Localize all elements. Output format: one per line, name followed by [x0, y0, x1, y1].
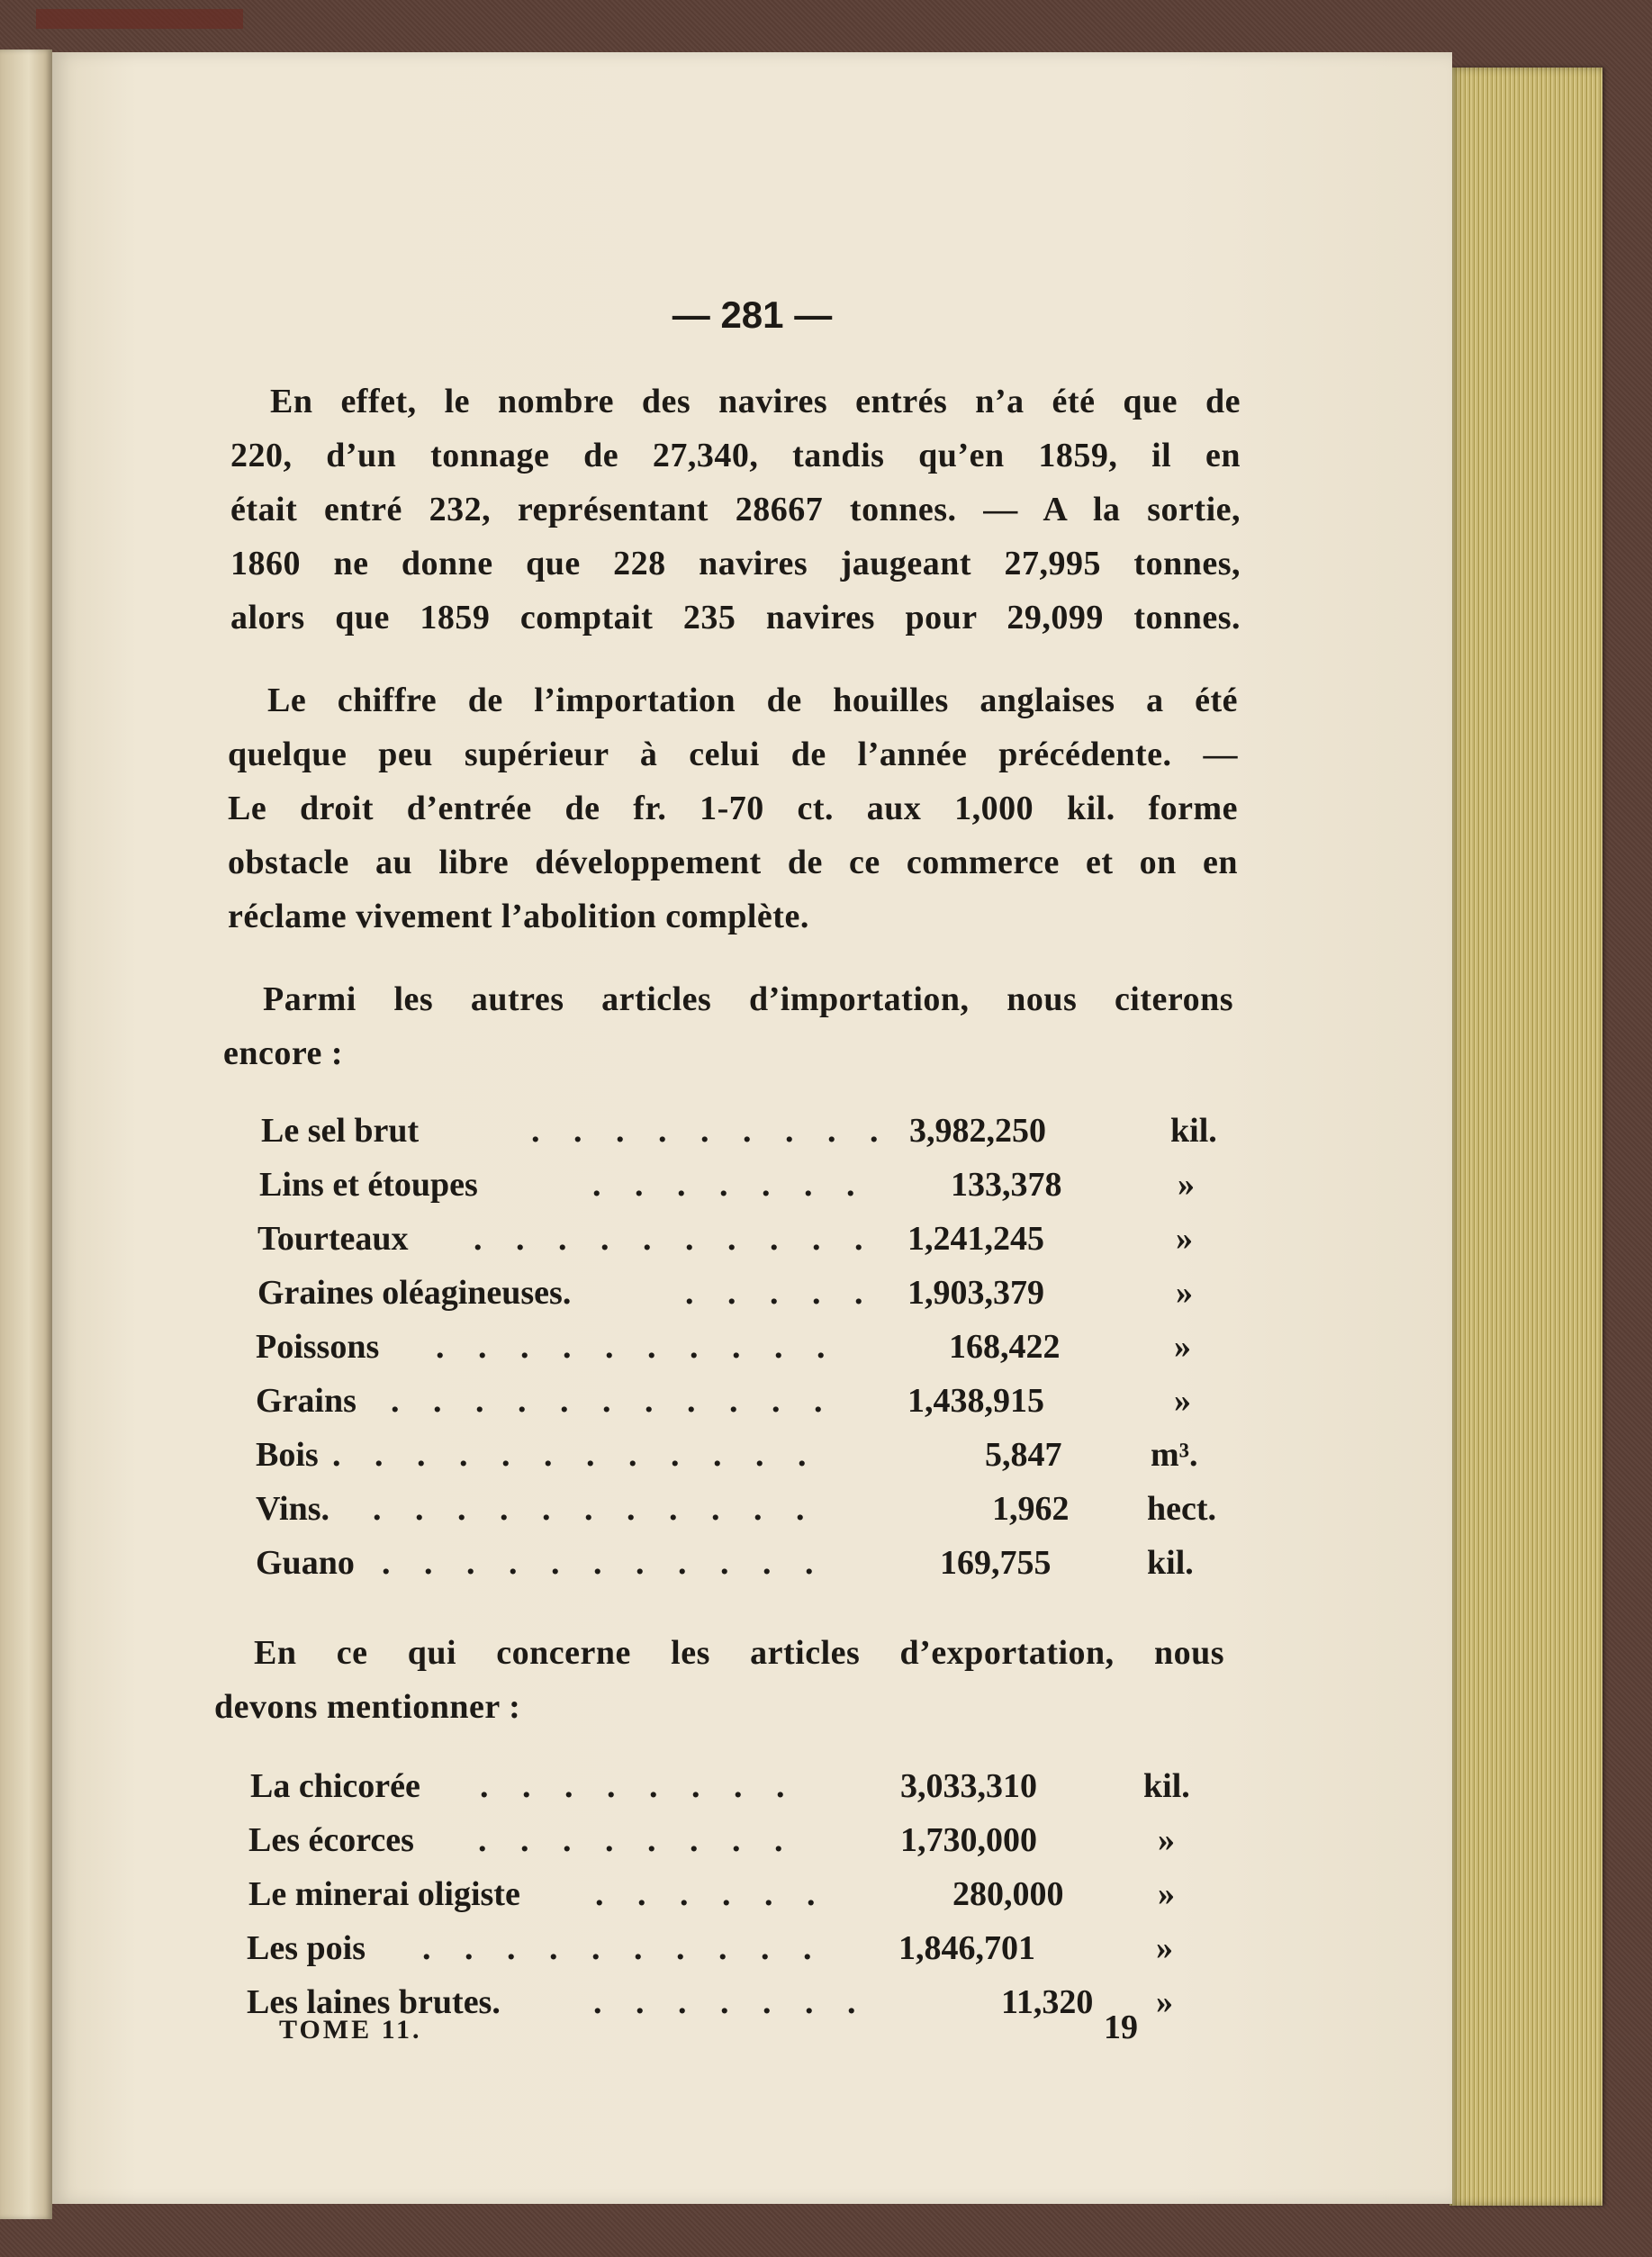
leader-dots: . . . . . . . . . . . . [332, 1436, 819, 1474]
leader-dots: . . . . . . . . [480, 1767, 798, 1805]
item-label: Le minerai oligiste [248, 1875, 520, 1913]
item-label: Le sel brut [261, 1112, 420, 1150]
item-quantity: 3,982,250 [909, 1112, 1046, 1150]
text-line: obstacle au libre développement de ce commerce et on en [228, 844, 1238, 881]
text-line: Le droit d’entrée de fr. 1-70 ct. aux 1,000 kil. forme [228, 790, 1238, 827]
leader-dots: . . . . . . . . . . [422, 1929, 825, 1967]
text-line: Le chiffre de l’importation de houilles anglaises a été [267, 682, 1238, 719]
paragraph-importation-intro [223, 972, 1233, 1080]
leader-dots: . . . . . . [595, 1875, 828, 1913]
item-quantity: 5,847 [985, 1436, 1062, 1474]
footer-signature-mark: 19 [1104, 2009, 1138, 2046]
item-label: Grains [256, 1382, 357, 1420]
text-line: réclame vivement l’abolition complète. [228, 898, 809, 935]
text-line: quelque peu supérieur à celui de l’année précédente. — [228, 736, 1238, 773]
item-quantity: 1,438,915 [907, 1382, 1044, 1420]
text-line: 220, d’un tonnage de 27,340, tandis qu’en 1859, il en [230, 437, 1241, 474]
item-unit: » [1174, 1328, 1191, 1366]
item-quantity: 11,320 [1001, 1983, 1094, 2021]
text-line: alors que 1859 comptait 235 navires pour 29,099 tonnes. [230, 599, 1241, 636]
item-unit: kil. [1147, 1544, 1194, 1582]
item-quantity: 1,241,245 [907, 1220, 1044, 1258]
item-quantity: 133,378 [951, 1166, 1062, 1204]
item-quantity: 1,730,000 [900, 1821, 1037, 1859]
paragraph-exportation-intro [214, 1626, 1224, 1734]
item-unit: kil. [1170, 1112, 1217, 1150]
item-label: Bois [256, 1436, 319, 1474]
item-label: Guano [256, 1544, 355, 1582]
leader-dots: . . . . . . . . [478, 1821, 796, 1859]
item-label: Graines oléagineuses. [257, 1274, 572, 1312]
leader-dots: . . . . . . . . . [531, 1112, 891, 1150]
item-label: Tourteaux [257, 1220, 409, 1258]
item-label: Vins. [256, 1490, 330, 1528]
item-unit: » [1156, 1983, 1173, 2021]
text-line: En ce qui concerne les articles d’exportation, nous [254, 1634, 1224, 1672]
item-quantity: 168,422 [949, 1328, 1061, 1366]
text-line: était entré 232, représentant 28667 tonnes. — A la sortie, [230, 491, 1241, 528]
item-label: Poissons [256, 1328, 380, 1366]
item-label: Les pois [247, 1929, 366, 1967]
item-label: Les laines brutes. [247, 1983, 501, 2021]
item-unit: hect. [1147, 1490, 1217, 1528]
item-unit: » [1176, 1220, 1193, 1258]
item-label: La chicorée [250, 1767, 420, 1805]
item-quantity: 1,903,379 [907, 1274, 1044, 1312]
leader-dots: . . . . . [685, 1274, 876, 1312]
leader-dots: . . . . . . . . . . . [373, 1490, 817, 1528]
paragraph-navires [230, 375, 1241, 645]
item-unit: » [1156, 1929, 1173, 1967]
item-unit: » [1178, 1166, 1195, 1204]
item-quantity: 169,755 [940, 1544, 1052, 1582]
item-label: Les écorces [248, 1821, 414, 1859]
text-line: 1860 ne donne que 228 navires jaugeant 27,995 tonnes, [230, 545, 1241, 582]
leader-dots: . . . . . . . [592, 1166, 868, 1204]
leader-dots: . . . . . . . . . . [436, 1328, 838, 1366]
leader-dots: . . . . . . . [593, 1983, 869, 2021]
item-unit: » [1158, 1821, 1175, 1859]
text-line: Parmi les autres articles d’importation, nous citerons [263, 980, 1233, 1018]
leader-dots: . . . . . . . . . . [474, 1220, 876, 1258]
item-unit: kil. [1143, 1767, 1190, 1805]
text-line: devons mentionner : [214, 1688, 521, 1726]
book-page [52, 52, 1452, 2204]
item-unit: » [1158, 1875, 1175, 1913]
item-quantity: 280,000 [952, 1875, 1064, 1913]
item-unit: m³. [1151, 1436, 1198, 1474]
page-stack-edge [1449, 68, 1602, 2206]
text-line: En effet, le nombre des navires entrés n’a été que de [270, 383, 1241, 420]
leader-dots: . . . . . . . . . . . [391, 1382, 835, 1420]
item-quantity: 3,033,310 [900, 1767, 1037, 1805]
page-number: — 281 — [672, 293, 833, 336]
text-line: encore : [223, 1034, 344, 1072]
cover-label-strip [36, 9, 243, 29]
left-page-edge [0, 50, 52, 2219]
item-quantity: 1,846,701 [898, 1929, 1035, 1967]
paragraph-houilles [228, 673, 1238, 943]
item-unit: » [1176, 1274, 1193, 1312]
item-label: Lins et étoupes [259, 1166, 478, 1204]
leader-dots: . . . . . . . . . . . [382, 1544, 826, 1582]
item-quantity: 1,962 [992, 1490, 1070, 1528]
footer-volume: TOME 11. [279, 2015, 422, 2045]
item-unit: » [1174, 1382, 1191, 1420]
